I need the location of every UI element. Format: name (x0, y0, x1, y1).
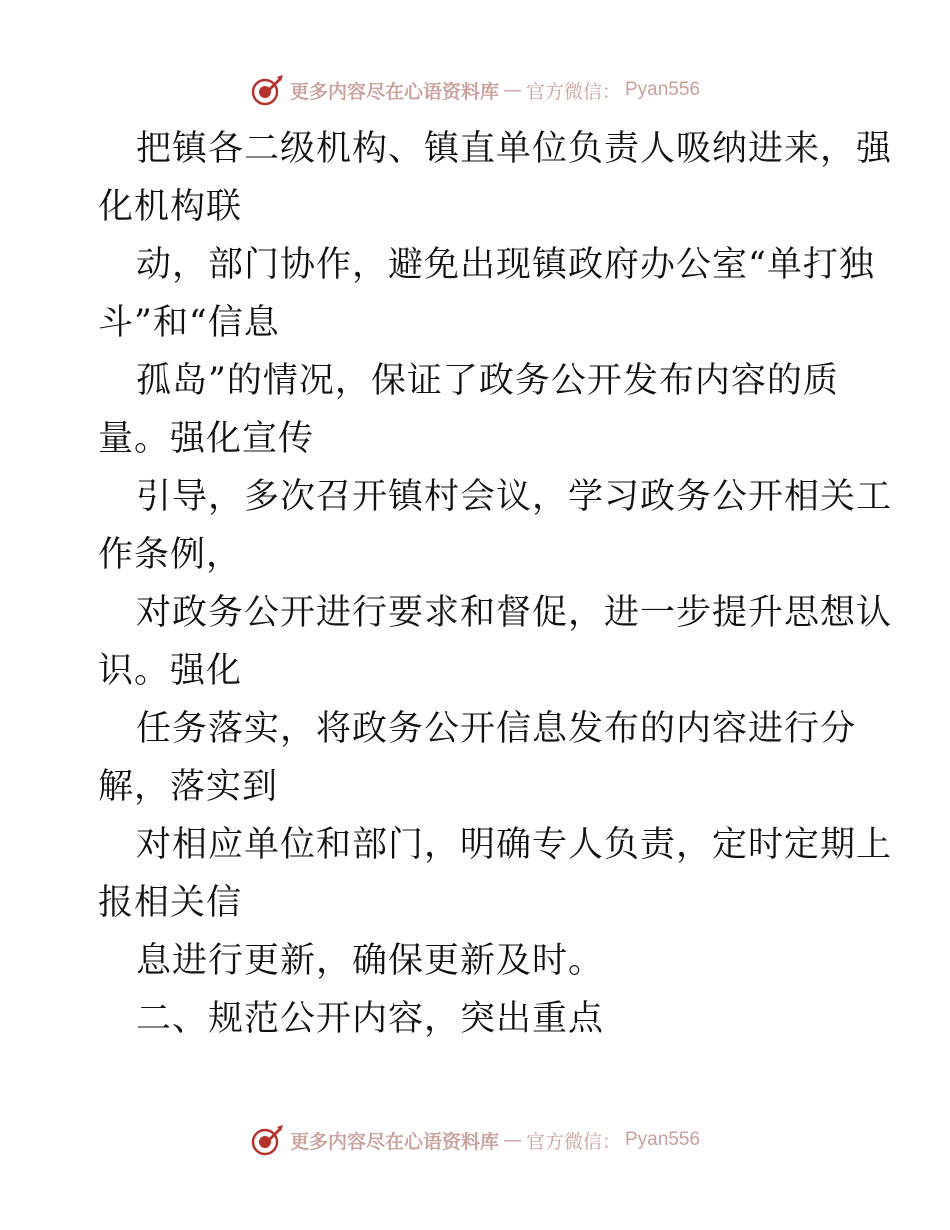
watermark-dash: — (502, 79, 522, 101)
body-line: 报相关信 (98, 883, 243, 923)
watermark-wechat-id: Pyan556 (625, 1129, 701, 1150)
body-line: 斗”和“信息 (98, 303, 280, 343)
watermark-wechat-label: 官方微信： (525, 80, 621, 103)
body-line: 把镇各二级机构、镇直单位负责人吸纳进来，强 (136, 129, 893, 169)
body-line: 作条例， (98, 535, 243, 575)
watermark-text: 更多内容尽在心语资料库 (289, 80, 499, 103)
body-line: 对政务公开进行要求和督促，进一步提升思想认 (136, 593, 893, 633)
body-line: 解，落实到 (98, 767, 279, 807)
body-line: 识。强化 (98, 651, 243, 691)
quill-pen-logo-icon (250, 1123, 284, 1157)
body-line: 对相应单位和部门，明确专人负责，定时定期上 (136, 825, 893, 865)
watermark-text: 更多内容尽在心语资料库 (289, 1130, 499, 1153)
body-line: 息进行更新，确保更新及时。 (136, 941, 605, 981)
body-line: 化机构联 (98, 187, 243, 227)
body-line: 孤岛”的情况，保证了政务公开发布内容的质 (136, 361, 839, 401)
body-line: 动，部门协作，避免出现镇政府办公室“单打独 (136, 245, 875, 285)
watermark-dash: — (502, 1129, 522, 1151)
section-heading: 二、规范公开内容，突出重点 (136, 999, 605, 1039)
quill-pen-logo-icon (250, 73, 284, 107)
document-body (98, 120, 893, 1048)
body-line: 引导，多次召开镇村会议，学习政务公开相关工 (136, 477, 893, 517)
body-line: 量。强化宣传 (98, 419, 315, 459)
footer-watermark (0, 1120, 950, 1160)
watermark-wechat-label: 官方微信： (525, 1130, 621, 1153)
watermark-wechat-id: Pyan556 (625, 79, 701, 100)
body-line: 任务落实，将政务公开信息发布的内容进行分 (136, 709, 857, 749)
header-watermark (0, 70, 950, 110)
